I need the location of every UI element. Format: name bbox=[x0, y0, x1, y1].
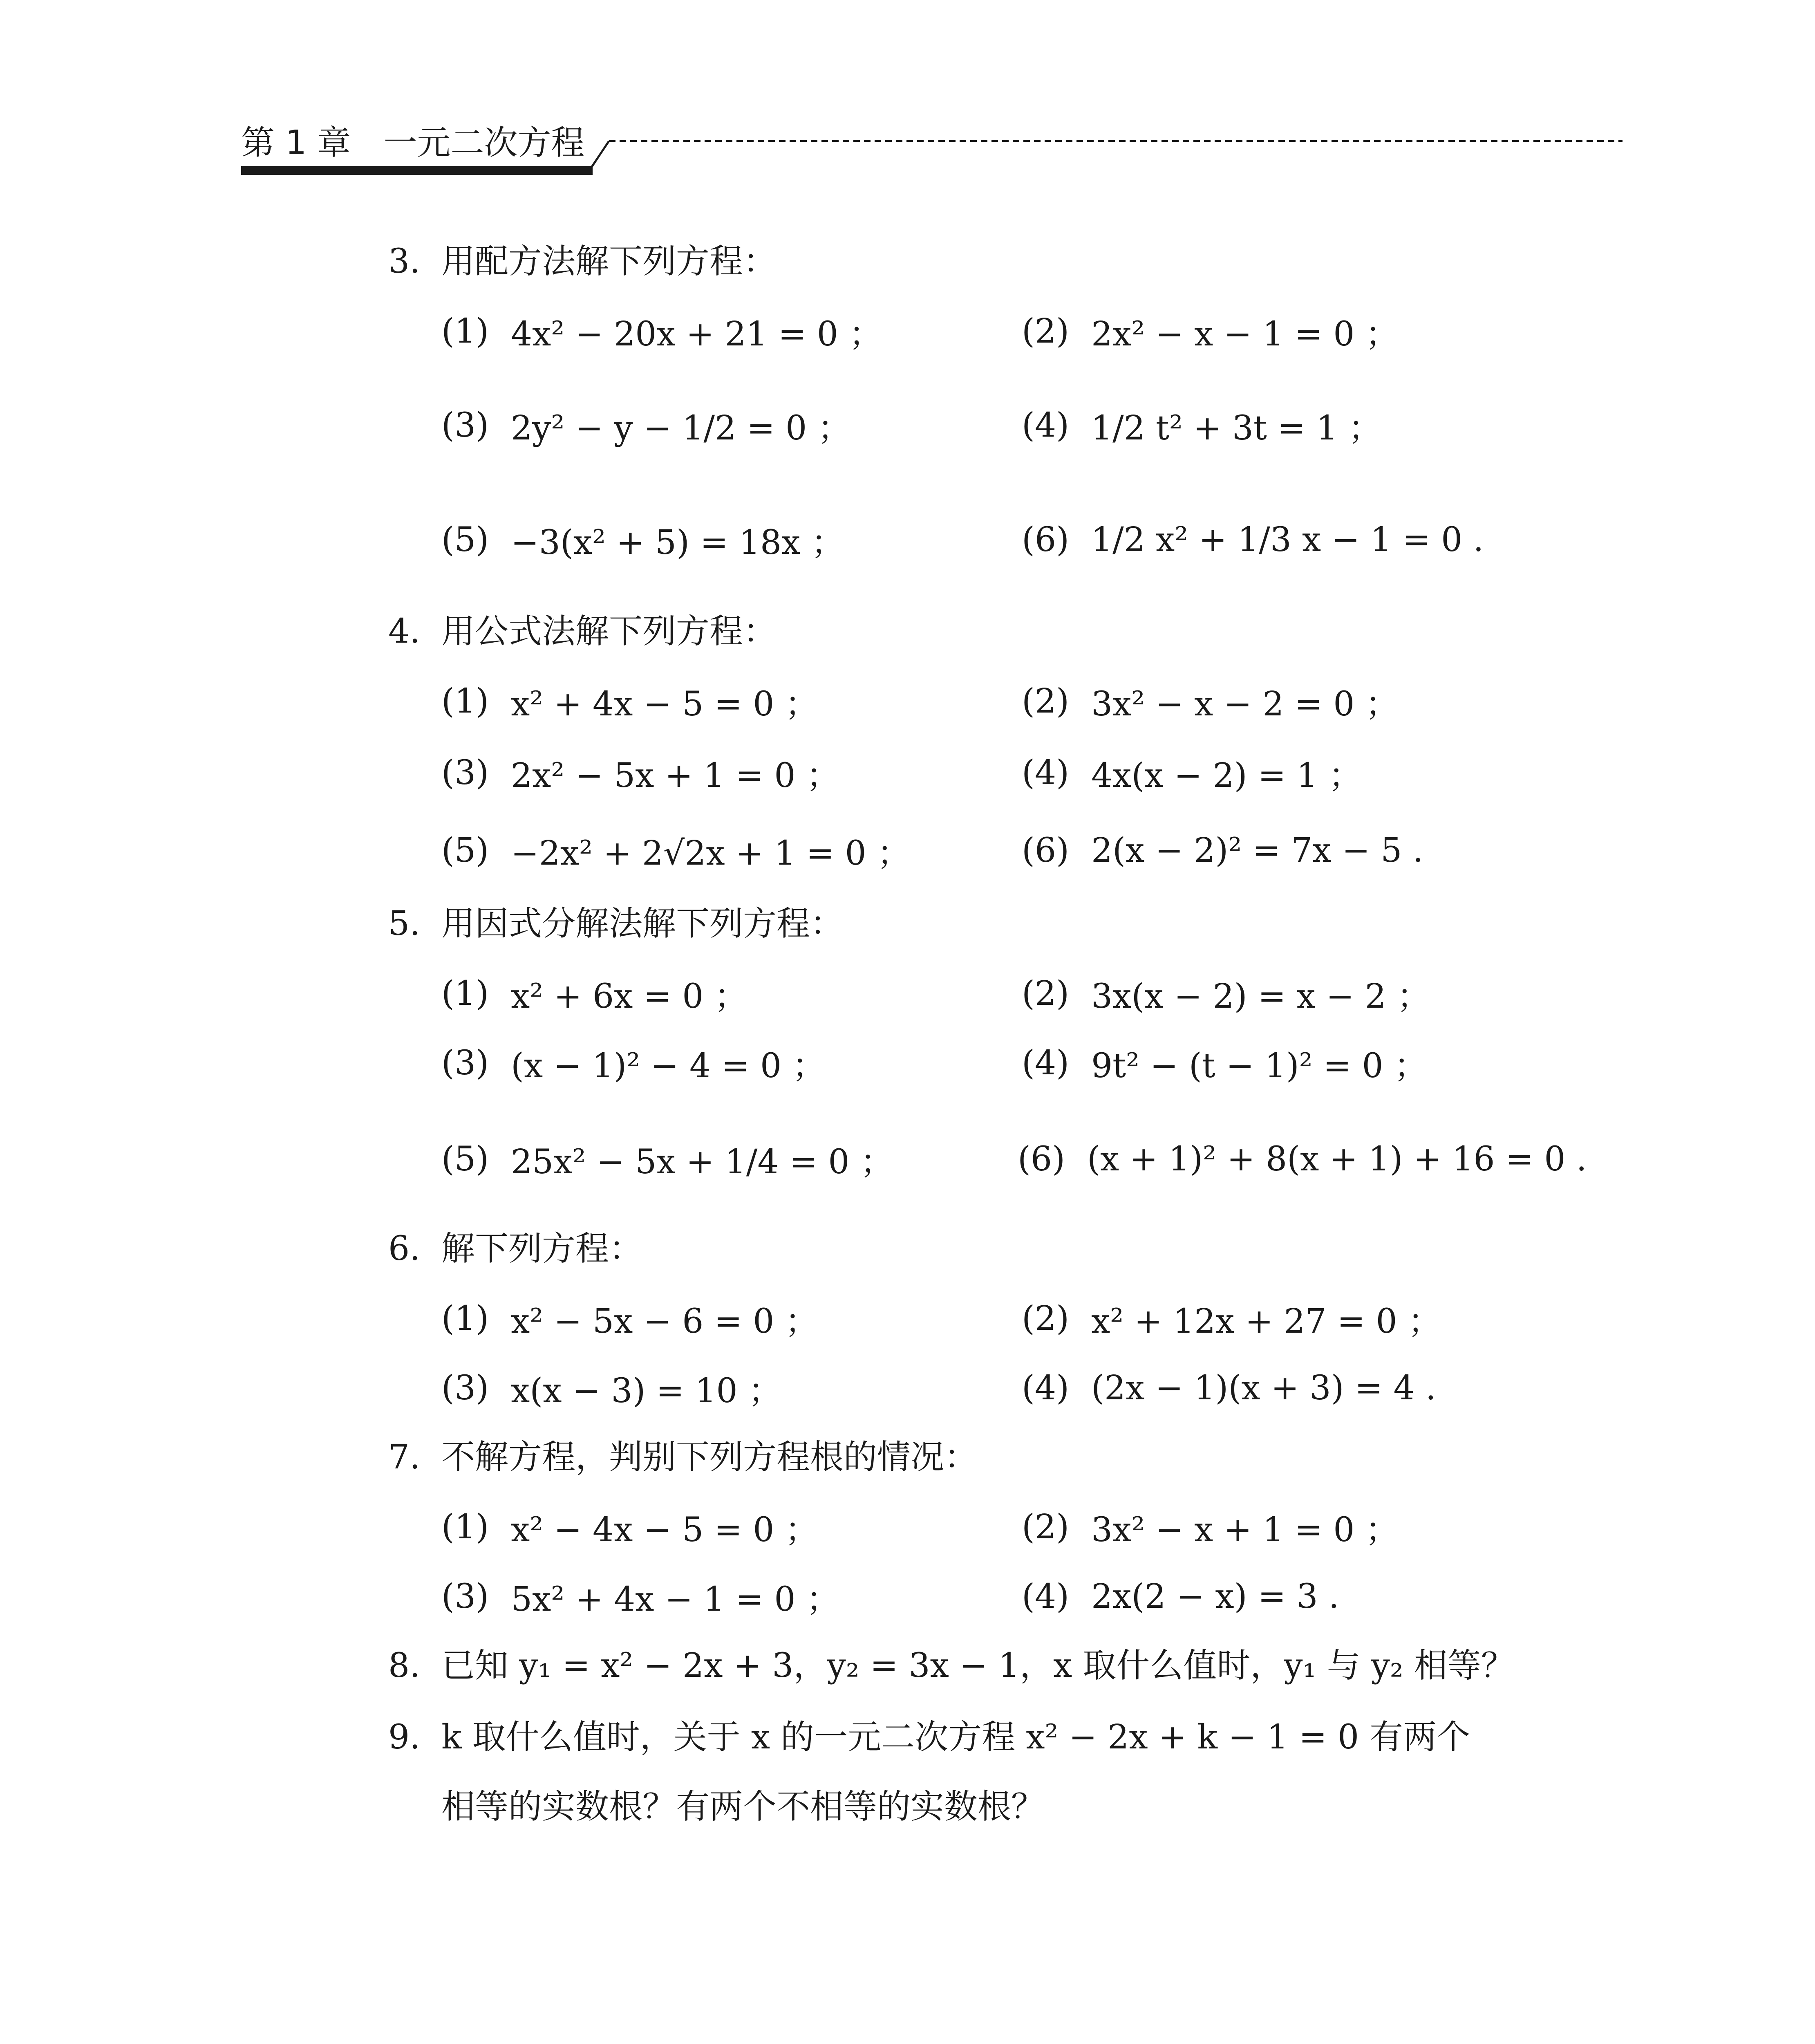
header-dashed-rule bbox=[589, 133, 1623, 178]
exercise-5-item-1: (1) x² + 6x = 0 ； bbox=[441, 974, 748, 1016]
exercise-5-item-2: (2) 3x(x − 2) = x − 2 ； bbox=[1022, 974, 1430, 1016]
exercise-5-title: 5. 用因式分解法解下列方程： bbox=[388, 904, 844, 943]
chapter-header bbox=[241, 117, 609, 170]
exercise-9-continuation: 相等的实数根？有两个不相等的实数根？ bbox=[441, 1787, 1045, 1826]
exercise-5-item-5: (5) 25x² − 5x + 1/4 = 0 ； bbox=[441, 1139, 894, 1181]
exercise-7-title: 7. 不解方程，判别下列方程根的情况： bbox=[388, 1438, 978, 1477]
exercise-3-item-5: (5) −3(x² + 5) = 18x ； bbox=[441, 520, 845, 562]
exercise-3-title: 3. 用配方法解下列方程： bbox=[388, 242, 777, 281]
exercise-3-item-2: (2) 2x² − x − 1 = 0 ； bbox=[1022, 312, 1399, 354]
exercise-4-item-4: (4) 4x(x − 2) = 1 ； bbox=[1022, 753, 1362, 795]
exercise-4-item-2: (2) 3x² − x − 2 = 0 ； bbox=[1022, 681, 1399, 724]
exercise-7-item-4: (4) 2x(2 − x) = 3 . bbox=[1022, 1577, 1339, 1616]
header-underline bbox=[241, 166, 593, 175]
chapter-number: 第 1 章 bbox=[241, 123, 351, 162]
exercise-7-item-1: (1) x² − 4x − 5 = 0 ； bbox=[441, 1507, 819, 1549]
exercise-3-item-1: (1) 4x² − 20x + 21 = 0 ； bbox=[441, 312, 882, 354]
exercise-4-item-5: (5) −2x² + 2√2x + 1 = 0 ； bbox=[441, 831, 911, 873]
exercise-3-item-6: (6) 1/2 x² + 1/3 x − 1 = 0 . bbox=[1022, 520, 1484, 559]
exercise-6-item-2: (2) x² + 12x + 27 = 0 ； bbox=[1022, 1299, 1441, 1341]
exercise-4-item-3: (3) 2x² − 5x + 1 = 0 ； bbox=[441, 753, 840, 795]
exercise-3-item-4: (4) 1/2 t² + 3t = 1 ； bbox=[1022, 406, 1382, 448]
exercise-4-item-1: (1) x² + 4x − 5 = 0 ； bbox=[441, 681, 819, 724]
exercise-6-title: 6. 解下列方程： bbox=[388, 1229, 643, 1268]
exercise-4-title: 4. 用公式法解下列方程： bbox=[388, 612, 777, 651]
chapter-title: 一元二次方程 bbox=[383, 123, 585, 162]
exercise-7-item-3: (3) 5x² + 4x − 1 = 0 ； bbox=[441, 1577, 840, 1619]
exercise-6-item-3: (3) x(x − 3) = 10 ； bbox=[441, 1368, 782, 1410]
exercise-7-item-2: (2) 3x² − x + 1 = 0 ； bbox=[1022, 1507, 1399, 1549]
exercise-5-item-4: (4) 9t² − (t − 1)² = 0 ； bbox=[1022, 1043, 1428, 1085]
exercise-3-item-3: (3) 2y² − y − 1/2 = 0 ； bbox=[441, 406, 851, 448]
exercise-4-item-6: (6) 2(x − 2)² = 7x − 5 . bbox=[1022, 831, 1423, 870]
exercise-9: 9. k 取什么值时，关于 x 的一元二次方程 x² − 2x + k − 1 = 0 有两个 bbox=[388, 1718, 1470, 1757]
exercise-5-item-6: (6) (x + 1)² + 8(x + 1) + 16 = 0 . bbox=[1018, 1139, 1587, 1179]
exercise-6-item-1: (1) x² − 5x − 6 = 0 ； bbox=[441, 1299, 819, 1341]
exercise-6-item-4: (4) (2x − 1)(x + 3) = 4 . bbox=[1022, 1368, 1436, 1407]
exercise-8: 8. 已知 y₁ = x² − 2x + 3，y₂ = 3x − 1，x 取什么值时，y₁ 与 y₂ 相等？ bbox=[388, 1646, 1515, 1685]
exercise-5-item-3: (3) (x − 1)² − 4 = 0 ； bbox=[441, 1043, 826, 1085]
